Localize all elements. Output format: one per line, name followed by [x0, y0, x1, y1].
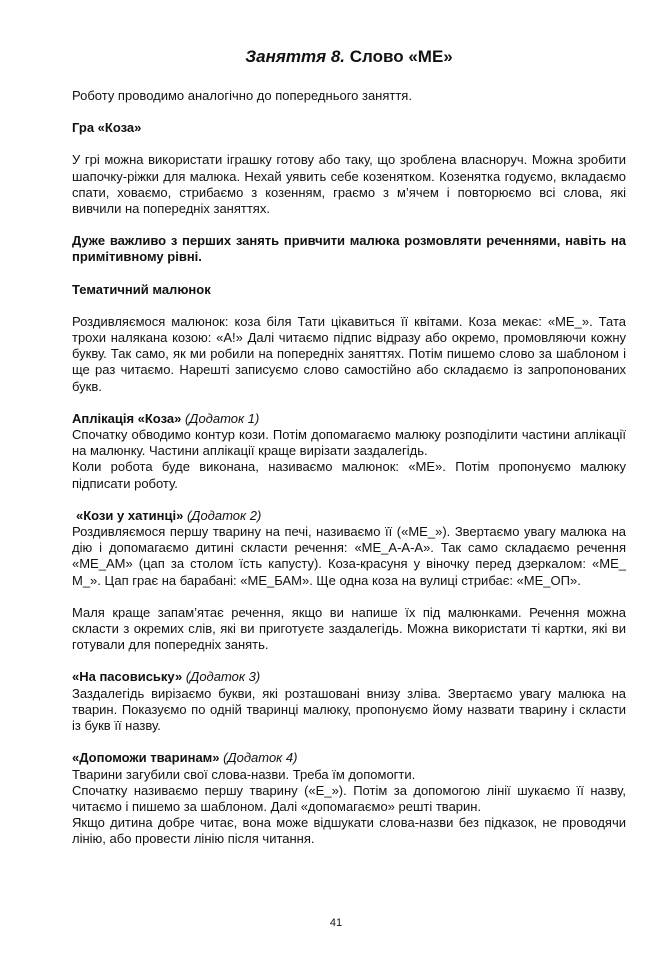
pasture-paragraph: Заздалегідь вирізаємо букви, які розташовані внизу зліва. Звертаємо увагу малюка на тварин. Показуємо по одній тваринці малюку, пропонуємо йому назвати тварину і скласти із букв її назву. — [72, 685, 626, 734]
applique-paragraph-1: Спочатку обводимо контур кози. Потім допомагаємо малюку розподілити частини аплікації на малюнку. Частини аплікації краще вирізати заздалегідь. — [72, 427, 626, 459]
applique-appendix: (Додаток 1) — [181, 410, 260, 426]
help-paragraph-1: Тварини загубили свої слова-назви. Треба їм допомогти. — [72, 766, 416, 782]
game-heading: Гра «Коза» — [72, 120, 142, 136]
hut-paragraph-1: Роздивляємося першу тварину на печі, називаємо її («МЕ_»). Звертаємо увагу малюка на дію і допомагаємо дитині скласти речення: «МЕ_А-А-А». Так само складаємо речення «МЕ_АМ» (цап за столом їсть капусту). Коза-красуня у віночку перед дзеркалом: «МЕ_ М_». Цап грає на барабані: «МЕ_БАМ». Ще одна коза на вулиці стрибає: «МЕ_ОП». — [72, 524, 626, 588]
important-note: Дуже важливо з перших занять привчити малюка розмовляти реченнями, навіть на примітивному рівні. — [72, 233, 626, 265]
pasture-heading-line — [72, 669, 626, 685]
help-heading-line — [72, 750, 626, 766]
help-heading: «Допоможи тваринам» — [72, 750, 220, 766]
applique-paragraph-2: Коли робота буде виконана, називаємо малюнок: «МЕ». Потім пропонуємо малюку підписати роботу. — [72, 459, 626, 491]
game-paragraph: У грі можна використати іграшку готову або таку, що зроблена власноруч. Можна зробити шапочку-ріжки для малюка. Нехай уявить себе козенятком. Козенятка годуємо, вкладаємо спати, ховаємо, стрибаємо з козенням, граємо з м’ячем і повторюємо всі слова, які вивчили на попередніх заняттях. — [72, 152, 626, 217]
help-paragraph-3: Якщо дитина добре читає, вона може відшукати слова-назви без підказок, не проводячи лінію, або провести лінію після читання. — [72, 815, 626, 847]
page-title — [72, 46, 626, 68]
title-word: Слово «МЕ» — [345, 47, 453, 66]
thematic-heading: Тематичний малюнок — [72, 281, 211, 297]
help-paragraph-2: Спочатку називаємо першу тварину («Е_»). Потім за допомогою лінії шукаємо її назву, читаємо і пишемо за шаблоном. Далі «допомагаємо» решті тварин. — [72, 782, 626, 814]
title-lesson-number: Заняття 8. — [245, 47, 346, 66]
hut-heading-line — [72, 508, 626, 524]
hut-paragraph-2: Маля краще запам’ятає речення, якщо ви напише їх під малюнками. Речення можна скласти з окремих слів, які ви приготуєте заздалегідь. Можна використати ті картки, які ви готували для попередніх занять. — [72, 604, 626, 653]
thematic-paragraph: Роздивляємося малюнок: коза біля Тати цікавиться її квітами. Коза мекає: «МЕ_». Тата трохи налякана козою: «А!» Далі читаємо підпис відразу або окремо, промовляючи кожну букву. Так само, як ми робили на попередніх заняттях. Потім пишемо слово за шаблоном і ще раз читаємо. Нарешті записуємо слово самостійно або складаємо із запропонованих букв. — [72, 313, 626, 394]
hut-appendix: (Додаток 2) — [183, 507, 262, 523]
applique-heading: Аплікація «Коза» — [72, 410, 182, 426]
pasture-appendix: (Додаток 3) — [182, 669, 261, 685]
pasture-heading: «На пасовиську» — [72, 669, 183, 685]
hut-heading: «Кози у хатинці» — [76, 507, 184, 523]
page-number: 41 — [329, 917, 343, 929]
help-appendix: (Додаток 4) — [219, 750, 298, 766]
applique-heading-line — [72, 411, 626, 427]
intro-paragraph: Роботу проводимо аналогічно до попереднього заняття. — [72, 88, 412, 103]
